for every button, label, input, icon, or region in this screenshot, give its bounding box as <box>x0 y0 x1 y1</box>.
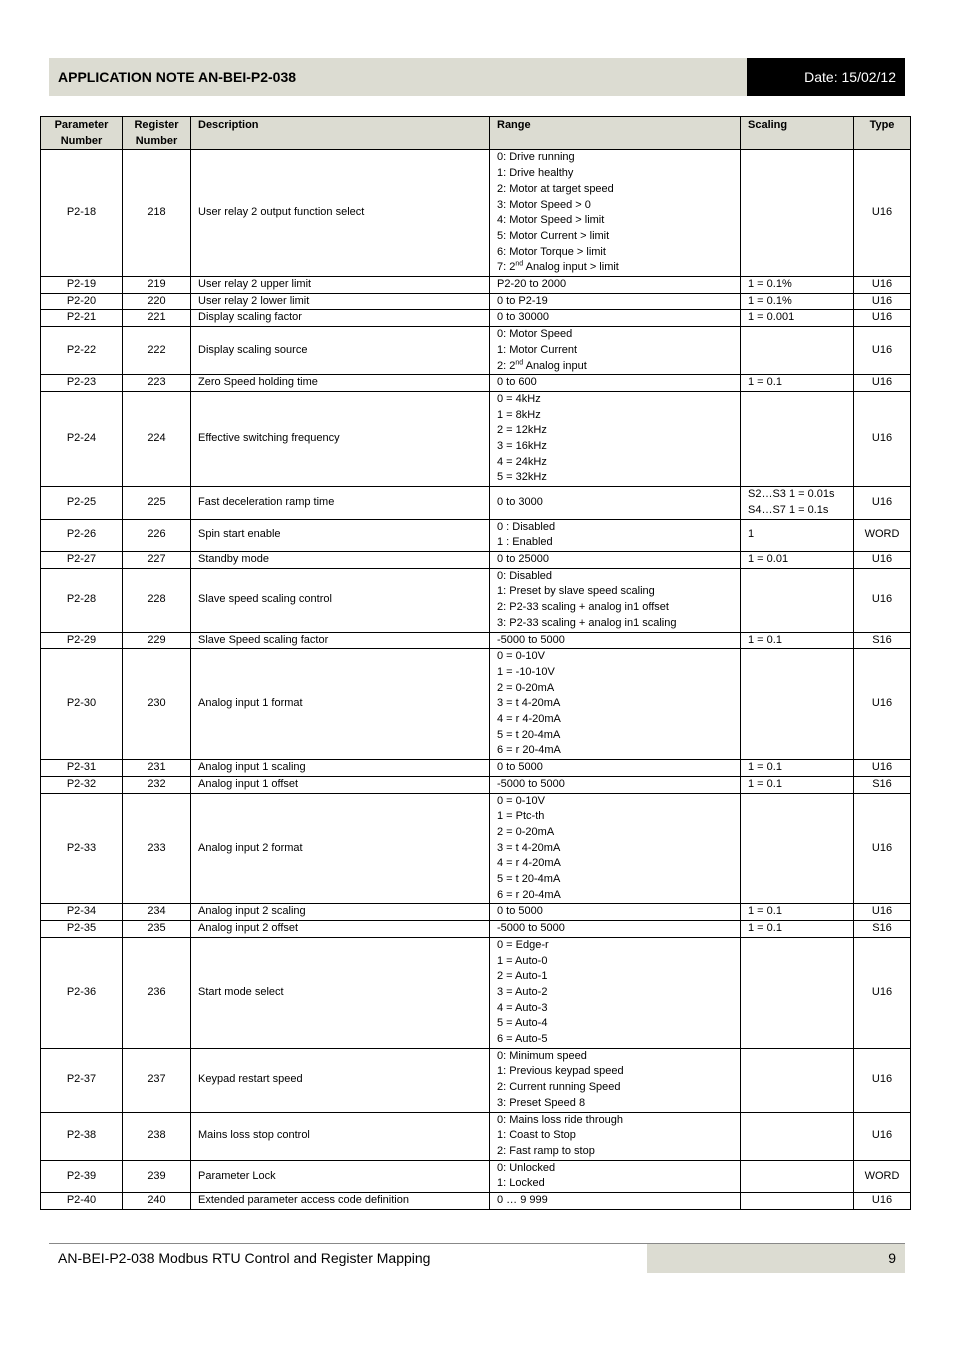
range-line: 5 = t 20-4mA <box>497 873 561 886</box>
range-line: 1: Motor Current <box>497 343 578 356</box>
parameter-number-cell: P2-40 <box>41 1193 123 1210</box>
range-line: 0: Unlocked <box>497 1161 556 1174</box>
description-cell: Extended parameter access code definition <box>191 1193 490 1210</box>
range-line: 0 to 600 <box>497 376 537 389</box>
description-cell: Display scaling source <box>191 327 490 375</box>
document-date: Date: 15/02/12 <box>747 58 905 96</box>
scaling-cell <box>741 632 854 649</box>
range-line: 0 to P2-19 <box>497 294 548 307</box>
scaling-cell <box>741 904 854 921</box>
scaling-line: 1 = 0.1 <box>748 922 782 935</box>
table-row <box>41 1160 911 1192</box>
register-number-cell: 238 <box>123 1112 191 1160</box>
scaling-cell <box>741 776 854 793</box>
column-header-register-number: Register Number <box>123 117 191 150</box>
scaling-line: 1 = 0.1% <box>748 278 792 291</box>
description-cell: Analog input 1 format <box>191 649 490 760</box>
range-cell <box>490 632 741 649</box>
scaling-cell <box>741 551 854 568</box>
register-number-cell: 237 <box>123 1048 191 1112</box>
register-number-cell: 240 <box>123 1193 191 1210</box>
scaling-line: 1 = 0.1 <box>748 905 782 918</box>
parameter-register-table <box>40 116 911 1210</box>
type-cell: U16 <box>854 937 911 1048</box>
range-cell <box>490 649 741 760</box>
table-row <box>41 793 911 904</box>
type-cell: U16 <box>854 793 911 904</box>
type-cell: U16 <box>854 391 911 486</box>
range-line: -5000 to 5000 <box>497 922 565 935</box>
type-cell: U16 <box>854 277 911 294</box>
parameter-number-cell: P2-18 <box>41 150 123 277</box>
register-number-cell: 230 <box>123 649 191 760</box>
type-cell: S16 <box>854 632 911 649</box>
range-line: 1 = -10-10V <box>497 665 555 678</box>
range-cell <box>490 327 741 375</box>
scaling-line: 1 = 0.1% <box>748 294 792 307</box>
table-body <box>41 150 911 1209</box>
range-line: 2 = Auto-1 <box>497 970 548 983</box>
table-row <box>41 519 911 551</box>
scaling-line: 1 = 0.01 <box>748 552 789 565</box>
scaling-cell <box>741 293 854 310</box>
description-cell: User relay 2 lower limit <box>191 293 490 310</box>
range-cell <box>490 391 741 486</box>
table-row <box>41 487 911 519</box>
table-row <box>41 327 911 375</box>
scaling-line: 1 = 0.1 <box>748 777 782 790</box>
description-cell: Analog input 1 scaling <box>191 760 490 777</box>
description-cell: Analog input 2 offset <box>191 921 490 938</box>
register-number-cell: 229 <box>123 632 191 649</box>
range-line: 2: Current running Speed <box>497 1081 621 1094</box>
range-line: 4 = Auto-3 <box>497 1001 548 1014</box>
type-cell: U16 <box>854 375 911 392</box>
register-number-cell: 227 <box>123 551 191 568</box>
register-number-cell: 218 <box>123 150 191 277</box>
parameter-number-cell: P2-32 <box>41 776 123 793</box>
range-line: 4 = 24kHz <box>497 455 547 468</box>
parameter-number-cell: P2-30 <box>41 649 123 760</box>
description-cell: Analog input 2 scaling <box>191 904 490 921</box>
range-cell <box>490 921 741 938</box>
application-note-title: APPLICATION NOTE AN-BEI-P2-038 <box>58 69 297 85</box>
range-line: 3 = Auto-2 <box>497 985 548 998</box>
scaling-cell <box>741 937 854 1048</box>
column-header-range: Range <box>490 117 741 150</box>
parameter-number-cell: P2-35 <box>41 921 123 938</box>
range-line: 0 : Disabled <box>497 520 556 533</box>
scaling-cell <box>741 391 854 486</box>
range-cell <box>490 310 741 327</box>
range-line: 3 = 16kHz <box>497 440 547 453</box>
range-line: 5 = t 20-4mA <box>497 728 561 741</box>
description-cell: Spin start enable <box>191 519 490 551</box>
table-row <box>41 551 911 568</box>
range-cell <box>490 293 741 310</box>
description-cell: Zero Speed holding time <box>191 375 490 392</box>
parameter-number-cell: P2-25 <box>41 487 123 519</box>
range-cell <box>490 1112 741 1160</box>
parameter-number-cell: P2-29 <box>41 632 123 649</box>
parameter-number-cell: P2-27 <box>41 551 123 568</box>
register-number-cell: 223 <box>123 375 191 392</box>
scaling-line: 1 = 0.1 <box>748 761 782 774</box>
range-line: 0 = 0-10V <box>497 650 546 663</box>
type-cell: U16 <box>854 293 911 310</box>
table-row <box>41 1193 911 1210</box>
parameter-number-cell: P2-38 <box>41 1112 123 1160</box>
range-line: 2: P2-33 scaling + analog in1 offset <box>497 601 669 614</box>
description-cell: Fast deceleration ramp time <box>191 487 490 519</box>
range-line: 6 = Auto-5 <box>497 1033 548 1046</box>
parameter-number-cell: P2-20 <box>41 293 123 310</box>
parameter-number-cell: P2-39 <box>41 1160 123 1192</box>
scaling-cell <box>741 921 854 938</box>
range-line: 6 = r 20-4mA <box>497 744 561 757</box>
table-row <box>41 391 911 486</box>
register-number-cell: 234 <box>123 904 191 921</box>
register-number-cell: 235 <box>123 921 191 938</box>
range-line: 2: 2nd Analog input <box>497 358 587 372</box>
scaling-cell <box>741 1160 854 1192</box>
range-line: 1: Locked <box>497 1177 545 1190</box>
range-cell <box>490 776 741 793</box>
type-cell: U16 <box>854 760 911 777</box>
range-line: 0 to 5000 <box>497 761 543 774</box>
range-line: 0 = 4kHz <box>497 392 541 405</box>
type-cell: U16 <box>854 551 911 568</box>
footer-document-title: AN-BEI-P2-038 Modbus RTU Control and Register Mapping <box>58 1250 431 1266</box>
register-number-cell: 221 <box>123 310 191 327</box>
range-line: 3: Motor Speed > 0 <box>497 198 591 211</box>
range-line: 1 = Ptc-th <box>497 810 545 823</box>
type-cell: U16 <box>854 1048 911 1112</box>
range-line: 2 = 12kHz <box>497 424 547 437</box>
range-line: 7: 2nd Analog input > limit <box>497 260 619 274</box>
register-number-cell: 226 <box>123 519 191 551</box>
register-number-cell: 231 <box>123 760 191 777</box>
register-number-cell: 239 <box>123 1160 191 1192</box>
range-line: 4: Motor Speed > limit <box>497 214 605 227</box>
scaling-cell <box>741 649 854 760</box>
parameter-number-cell: P2-31 <box>41 760 123 777</box>
range-cell <box>490 277 741 294</box>
table-row <box>41 375 911 392</box>
register-number-cell: 233 <box>123 793 191 904</box>
table-row <box>41 632 911 649</box>
document-footer <box>49 1243 905 1273</box>
scaling-cell <box>741 150 854 277</box>
table-row <box>41 649 911 760</box>
description-cell: Analog input 1 offset <box>191 776 490 793</box>
type-cell: U16 <box>854 150 911 277</box>
range-line: 5: Motor Current > limit <box>497 229 610 242</box>
register-number-cell: 224 <box>123 391 191 486</box>
table-row <box>41 1048 911 1112</box>
register-number-cell: 225 <box>123 487 191 519</box>
description-cell: User relay 2 upper limit <box>191 277 490 294</box>
register-number-cell: 219 <box>123 277 191 294</box>
range-line: 5 = Auto-4 <box>497 1017 548 1030</box>
scaling-cell <box>741 327 854 375</box>
scaling-line: 1 <box>748 528 755 541</box>
range-line: 1 : Enabled <box>497 536 553 549</box>
range-line: P2-20 to 2000 <box>497 278 567 291</box>
scaling-cell <box>741 310 854 327</box>
scaling-line: 1 = 0.1 <box>748 633 782 646</box>
scaling-cell <box>741 277 854 294</box>
register-number-cell: 228 <box>123 568 191 632</box>
range-line: 0 … 9 999 <box>497 1194 548 1207</box>
range-line: 0 to 30000 <box>497 311 549 324</box>
type-cell: U16 <box>854 904 911 921</box>
range-line: 5 = 32kHz <box>497 471 547 484</box>
range-line: -5000 to 5000 <box>497 633 565 646</box>
range-cell <box>490 937 741 1048</box>
column-header-parameter-number: Parameter Number <box>41 117 123 150</box>
description-cell: Start mode select <box>191 937 490 1048</box>
range-line: 0: Drive running <box>497 151 575 164</box>
range-cell <box>490 904 741 921</box>
range-line: 0 = Edge-r <box>497 938 549 951</box>
table-row <box>41 937 911 1048</box>
description-cell: Slave Speed scaling factor <box>191 632 490 649</box>
range-line: 0: Motor Speed <box>497 328 573 341</box>
range-line: 2: Fast ramp to stop <box>497 1145 595 1157</box>
range-line: 3: Preset Speed 8 <box>497 1096 586 1109</box>
register-number-cell: 220 <box>123 293 191 310</box>
register-number-cell: 232 <box>123 776 191 793</box>
parameter-number-cell: P2-34 <box>41 904 123 921</box>
scaling-cell <box>741 487 854 519</box>
description-cell: User relay 2 output function select <box>191 150 490 277</box>
register-number-cell: 222 <box>123 327 191 375</box>
type-cell: S16 <box>854 776 911 793</box>
description-cell: Mains loss stop control <box>191 1112 490 1160</box>
scaling-cell <box>741 1193 854 1210</box>
range-line: 3: P2-33 scaling + analog in1 scaling <box>497 616 677 629</box>
type-cell: WORD <box>854 519 911 551</box>
page-number: 9 <box>647 1244 905 1273</box>
range-line: 3 = t 4-20mA <box>497 697 561 710</box>
range-line: 0 to 3000 <box>497 496 543 509</box>
parameter-number-cell: P2-23 <box>41 375 123 392</box>
range-line: 6 = r 20-4mA <box>497 888 561 901</box>
scaling-line: S2…S3 1 = 0.01s <box>748 488 835 501</box>
scaling-cell <box>741 568 854 632</box>
range-cell <box>490 487 741 519</box>
parameter-number-cell: P2-37 <box>41 1048 123 1112</box>
parameter-number-cell: P2-33 <box>41 793 123 904</box>
type-cell: S16 <box>854 921 911 938</box>
range-cell <box>490 793 741 904</box>
table-row <box>41 568 911 632</box>
table-row <box>41 310 911 327</box>
type-cell: U16 <box>854 1112 911 1160</box>
range-line: 6: Motor Torque > limit <box>497 245 606 258</box>
range-line: 0 to 5000 <box>497 905 543 918</box>
range-line: 1: Drive healthy <box>497 167 574 180</box>
range-line: 1: Preset by slave speed scaling <box>497 585 655 598</box>
table-row <box>41 760 911 777</box>
scaling-line: S4…S7 1 = 0.1s <box>748 503 829 516</box>
scaling-cell <box>741 760 854 777</box>
description-cell: Effective switching frequency <box>191 391 490 486</box>
parameter-number-cell: P2-24 <box>41 391 123 486</box>
parameter-number-cell: P2-22 <box>41 327 123 375</box>
range-line: 4 = r 4-20mA <box>497 857 561 870</box>
table-row <box>41 1112 911 1160</box>
type-cell: U16 <box>854 487 911 519</box>
range-line: 2: Motor at target speed <box>497 182 614 195</box>
range-cell <box>490 519 741 551</box>
description-cell: Parameter Lock <box>191 1160 490 1192</box>
document-header <box>49 58 905 96</box>
range-line: 1: Previous keypad speed <box>497 1065 624 1078</box>
scaling-cell <box>741 375 854 392</box>
range-cell <box>490 1160 741 1192</box>
description-cell: Display scaling factor <box>191 310 490 327</box>
table-row <box>41 921 911 938</box>
parameter-number-cell: P2-19 <box>41 277 123 294</box>
parameter-number-cell: P2-28 <box>41 568 123 632</box>
range-cell <box>490 568 741 632</box>
range-line: 0 = 0-10V <box>497 794 546 807</box>
table-row <box>41 904 911 921</box>
scaling-cell <box>741 1048 854 1112</box>
range-line: 0: Disabled <box>497 569 553 582</box>
range-cell <box>490 760 741 777</box>
table-row <box>41 293 911 310</box>
scaling-cell <box>741 793 854 904</box>
type-cell: WORD <box>854 1160 911 1192</box>
range-cell <box>490 1048 741 1112</box>
range-line: 2 = 0-20mA <box>497 681 555 694</box>
range-line: 2 = 0-20mA <box>497 825 555 838</box>
range-line: 0 to 25000 <box>497 552 549 565</box>
column-header-type: Type <box>854 117 911 150</box>
scaling-line: 1 = 0.001 <box>748 311 795 324</box>
table-row <box>41 150 911 277</box>
column-header-description: Description <box>191 117 490 150</box>
table-row <box>41 776 911 793</box>
range-cell <box>490 375 741 392</box>
parameter-number-cell: P2-21 <box>41 310 123 327</box>
scaling-cell <box>741 1112 854 1160</box>
range-line: 1 = Auto-0 <box>497 954 548 967</box>
range-cell <box>490 1193 741 1210</box>
column-header-scaling: Scaling <box>741 117 854 150</box>
register-number-cell: 236 <box>123 937 191 1048</box>
range-cell <box>490 551 741 568</box>
range-line: 1 = 8kHz <box>497 408 541 421</box>
description-cell: Keypad restart speed <box>191 1048 490 1112</box>
type-cell: U16 <box>854 568 911 632</box>
type-cell: U16 <box>854 310 911 327</box>
range-line: 0: Mains loss ride through <box>497 1113 623 1126</box>
range-line: -5000 to 5000 <box>497 777 565 790</box>
description-cell: Standby mode <box>191 551 490 568</box>
type-cell: U16 <box>854 649 911 760</box>
range-line: 0: Minimum speed <box>497 1049 587 1062</box>
range-cell <box>490 150 741 277</box>
table-row <box>41 277 911 294</box>
type-cell: U16 <box>854 327 911 375</box>
range-line: 3 = t 4-20mA <box>497 841 561 854</box>
scaling-line: 1 = 0.1 <box>748 376 782 389</box>
scaling-cell <box>741 519 854 551</box>
parameter-number-cell: P2-36 <box>41 937 123 1048</box>
type-cell: U16 <box>854 1193 911 1210</box>
table-header-row <box>41 117 911 150</box>
range-line: 1: Coast to Stop <box>497 1129 576 1142</box>
parameter-number-cell: P2-26 <box>41 519 123 551</box>
description-cell: Analog input 2 format <box>191 793 490 904</box>
range-line: 4 = r 4-20mA <box>497 713 561 726</box>
description-cell: Slave speed scaling control <box>191 568 490 632</box>
